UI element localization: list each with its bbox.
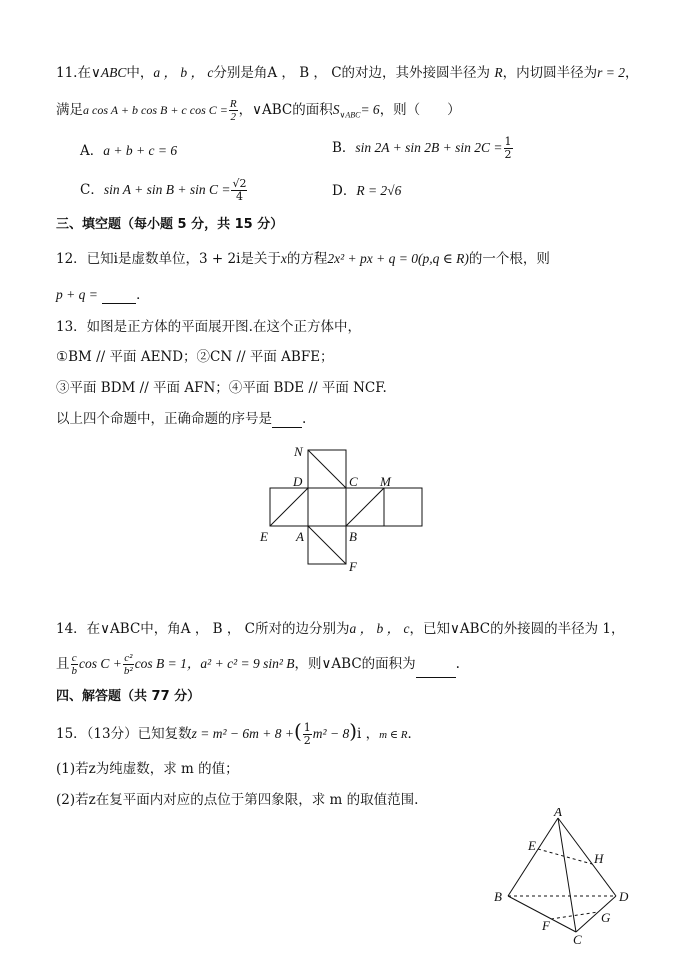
net-label-f: F — [349, 559, 357, 574]
net-label-b: B — [349, 529, 357, 544]
q12-line1: 12．已知i是虚数单位，3 + 2i是关于x的方程2x² + px + q = 0(p,q ∈ R)的一个根，则 — [56, 251, 550, 267]
pyramid-label-d: D — [619, 889, 629, 904]
net-label-m: M — [380, 474, 391, 489]
net-diagonal-top — [308, 450, 346, 488]
section-3-heading: 三、填空题（每小题 5 分，共 15 分） — [56, 217, 284, 232]
q11-fraction: $\frac{R}{2}$ — [229, 98, 237, 123]
pyramid-label-e: E — [528, 838, 536, 853]
pyramid-label-g: G — [601, 910, 611, 925]
q13-line3: ③平面 BDM // 平面 AFN；④平面 BDE // 平面 NCF. — [56, 380, 387, 396]
pyramid-label-c: C — [573, 932, 582, 947]
pyramid-label-f: F — [542, 918, 550, 933]
edge-ac — [558, 818, 576, 932]
net-diagonal-middle — [346, 488, 384, 526]
q14-answer-blank[interactable] — [416, 677, 456, 678]
pyramid-figure — [488, 808, 638, 948]
q15-line1: 15．（13分）已知复数z = m² − 6m + 8 +( $\frac{1}{2}$ m² − 8)i ，m ∈ R． — [56, 719, 421, 747]
net-label-n: N — [294, 444, 303, 459]
pyramid-label-b: B — [494, 889, 502, 904]
q12-answer-blank[interactable] — [102, 303, 136, 304]
q11-option-a: A．a + b + c = 6 — [80, 143, 178, 159]
q14-line1: 14．在∨ABC中，角A ， B ， C所对的边分别为a ， b ， c，已知∨ABC的外接圆的半径为 1， — [56, 621, 625, 637]
q11-option-c: C．sin A + sin B + sin C = $\frac{√2}{4}$ — [80, 177, 247, 203]
net-label-c: C — [349, 474, 358, 489]
q11-line1: 11.在∨ABC中，a ， b ， c分别是角A ， B ， C的对边，其外接圆半径为 R，内切圆半径为r = 2， — [56, 65, 639, 81]
q14-line2: 且 $\frac{c}{b}$ cos C + $\frac{\text{c²}}{\text{b²}}$ cos B = 1，a² + c² = 9 sin² B，则∨ABC的面积为 . — [56, 652, 460, 677]
q11-option-b: B．sin 2A + sin 2B + sin 2C = $\frac{1}{2}$ — [332, 135, 512, 161]
cube-net-figure — [256, 440, 436, 575]
q13-line4: 以上四个命题中，正确命题的序号是 . — [56, 411, 307, 427]
net-label-a: A — [296, 529, 304, 544]
q11-option-d: D．R = 2√6 — [332, 183, 402, 199]
edge-ab — [508, 818, 558, 896]
q13-line1: 13．如图是正方体的平面展开图.在这个正方体中， — [56, 319, 361, 335]
q13-answer-blank[interactable] — [272, 427, 302, 428]
net-label-e: E — [260, 529, 268, 544]
section-4-heading: 四、解答题（共 77 分） — [56, 689, 201, 704]
q15-part2: (2)若z在复平面内对应的点位于第四象限，求 m 的取值范围. — [56, 792, 419, 808]
net-diagonal-bottom — [308, 526, 346, 564]
net-square-4 — [384, 488, 422, 526]
net-square-2 — [308, 488, 346, 526]
q13-line2: ①BM // 平面 AEND；②CN // 平面 ABFE； — [56, 349, 334, 365]
pyramid-label-a: A — [554, 808, 562, 819]
net-diagonal-left — [270, 488, 308, 526]
q11-line2: 满足a cos A + b cos B + c cos C = $\frac{R}{2}$ ，∨ABC的面积$S_{\vee ABC}= 6$，则（ ） — [56, 98, 461, 123]
net-label-d: D — [293, 474, 303, 489]
q12-line2: p + q = ． — [56, 287, 150, 303]
edge-ad — [558, 818, 616, 896]
q15-part1: (1)若z为纯虚数，求 m 的值； — [56, 761, 239, 777]
pyramid-label-h: H — [594, 851, 604, 866]
